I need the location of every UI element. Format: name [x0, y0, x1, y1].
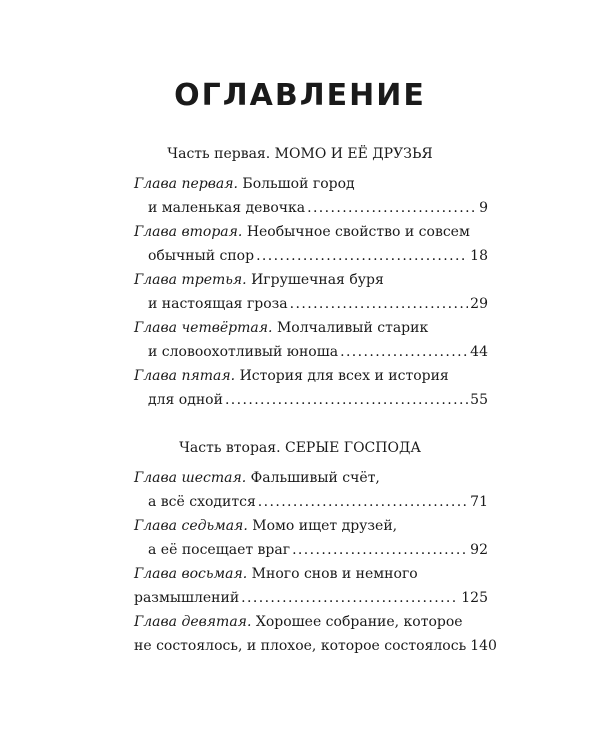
- chapter-title-line1: Необычное свойство и совсем: [246, 224, 470, 240]
- chapter-label: Глава четвёртая.: [134, 320, 273, 336]
- part-prefix: Часть первая.: [167, 146, 271, 162]
- dot-leader: [225, 388, 468, 412]
- chapter-title-line2: и настоящая гроза: [148, 296, 288, 312]
- chapter-label: Глава вторая.: [134, 224, 243, 240]
- dot-leader: [256, 244, 468, 268]
- chapter-title-line2: а её посещает враг: [148, 542, 291, 558]
- toc-entry-chapter-5[interactable]: [134, 364, 488, 412]
- chapter-title-line2: обычный спор: [148, 248, 255, 264]
- part-prefix: Часть вторая.: [179, 440, 281, 456]
- toc-entry-chapter-4[interactable]: [134, 316, 488, 364]
- page-number: 29: [470, 296, 488, 312]
- chapter-title-line2: размышлений: [134, 590, 240, 606]
- dot-leader: [307, 196, 477, 220]
- chapter-title-line2: а всё сходится: [148, 494, 256, 510]
- chapter-title-line1: Игрушечная буря: [251, 272, 384, 288]
- chapter-label: Глава третья.: [134, 272, 247, 288]
- chapter-title-line1: Много снов и немного: [251, 566, 418, 582]
- toc-entry-chapter-7[interactable]: [134, 514, 488, 562]
- page-number: 140: [470, 638, 497, 654]
- chapter-title-line2: и словоохотливый юноша: [148, 344, 339, 360]
- chapter-label: Глава седьмая.: [134, 518, 248, 534]
- dot-leader: [292, 538, 468, 562]
- toc-entry-chapter-8[interactable]: [134, 562, 488, 610]
- part-heading-1: [0, 144, 600, 164]
- page-number: 55: [470, 392, 488, 408]
- page-number: 44: [470, 344, 488, 360]
- page-number: 71: [470, 494, 488, 510]
- dot-leader: [340, 340, 468, 364]
- toc-entry-chapter-2[interactable]: [134, 220, 488, 268]
- chapter-title-line1: Большой город: [242, 176, 355, 192]
- page-number: 9: [479, 200, 488, 216]
- page-number: 92: [470, 542, 488, 558]
- chapter-title-line1: Момо ищет друзей,: [252, 518, 398, 534]
- chapter-title-line2: для одной: [148, 392, 223, 408]
- chapter-title-line2: и маленькая девочка: [148, 200, 306, 216]
- chapter-title-line1: Фальшивый счёт,: [250, 470, 380, 486]
- chapter-title-line1: Молчаливый старик: [276, 320, 429, 336]
- chapter-label: Глава девятая.: [134, 614, 252, 630]
- dot-leader: [290, 292, 469, 316]
- page-title: ОГЛАВЛЕНИЕ: [174, 78, 426, 113]
- toc-entry-chapter-1[interactable]: [134, 172, 488, 220]
- part-title: МОМО И ЕЁ ДРУЗЬЯ: [274, 146, 433, 162]
- toc-entry-chapter-3[interactable]: [134, 268, 488, 316]
- chapter-title-line2: не состоялось, и плохое, которое состоялось: [134, 638, 467, 654]
- chapter-label: Глава первая.: [134, 176, 238, 192]
- chapter-title-line1: История для всех и история: [239, 368, 449, 384]
- dot-leader: [241, 586, 459, 610]
- toc-entry-chapter-6[interactable]: [134, 466, 488, 514]
- page-number: 18: [470, 248, 488, 264]
- chapter-title-line1: Хорошее собрание, которое: [255, 614, 463, 630]
- part-heading-2: [0, 438, 600, 458]
- dot-leader: [258, 490, 468, 514]
- chapter-label: Глава восьмая.: [134, 566, 248, 582]
- part-title: СЕРЫЕ ГОСПОДА: [285, 440, 421, 456]
- chapter-label: Глава пятая.: [134, 368, 236, 384]
- page-number: 125: [461, 590, 488, 606]
- toc-entry-chapter-9[interactable]: [134, 610, 497, 658]
- chapter-label: Глава шестая.: [134, 470, 247, 486]
